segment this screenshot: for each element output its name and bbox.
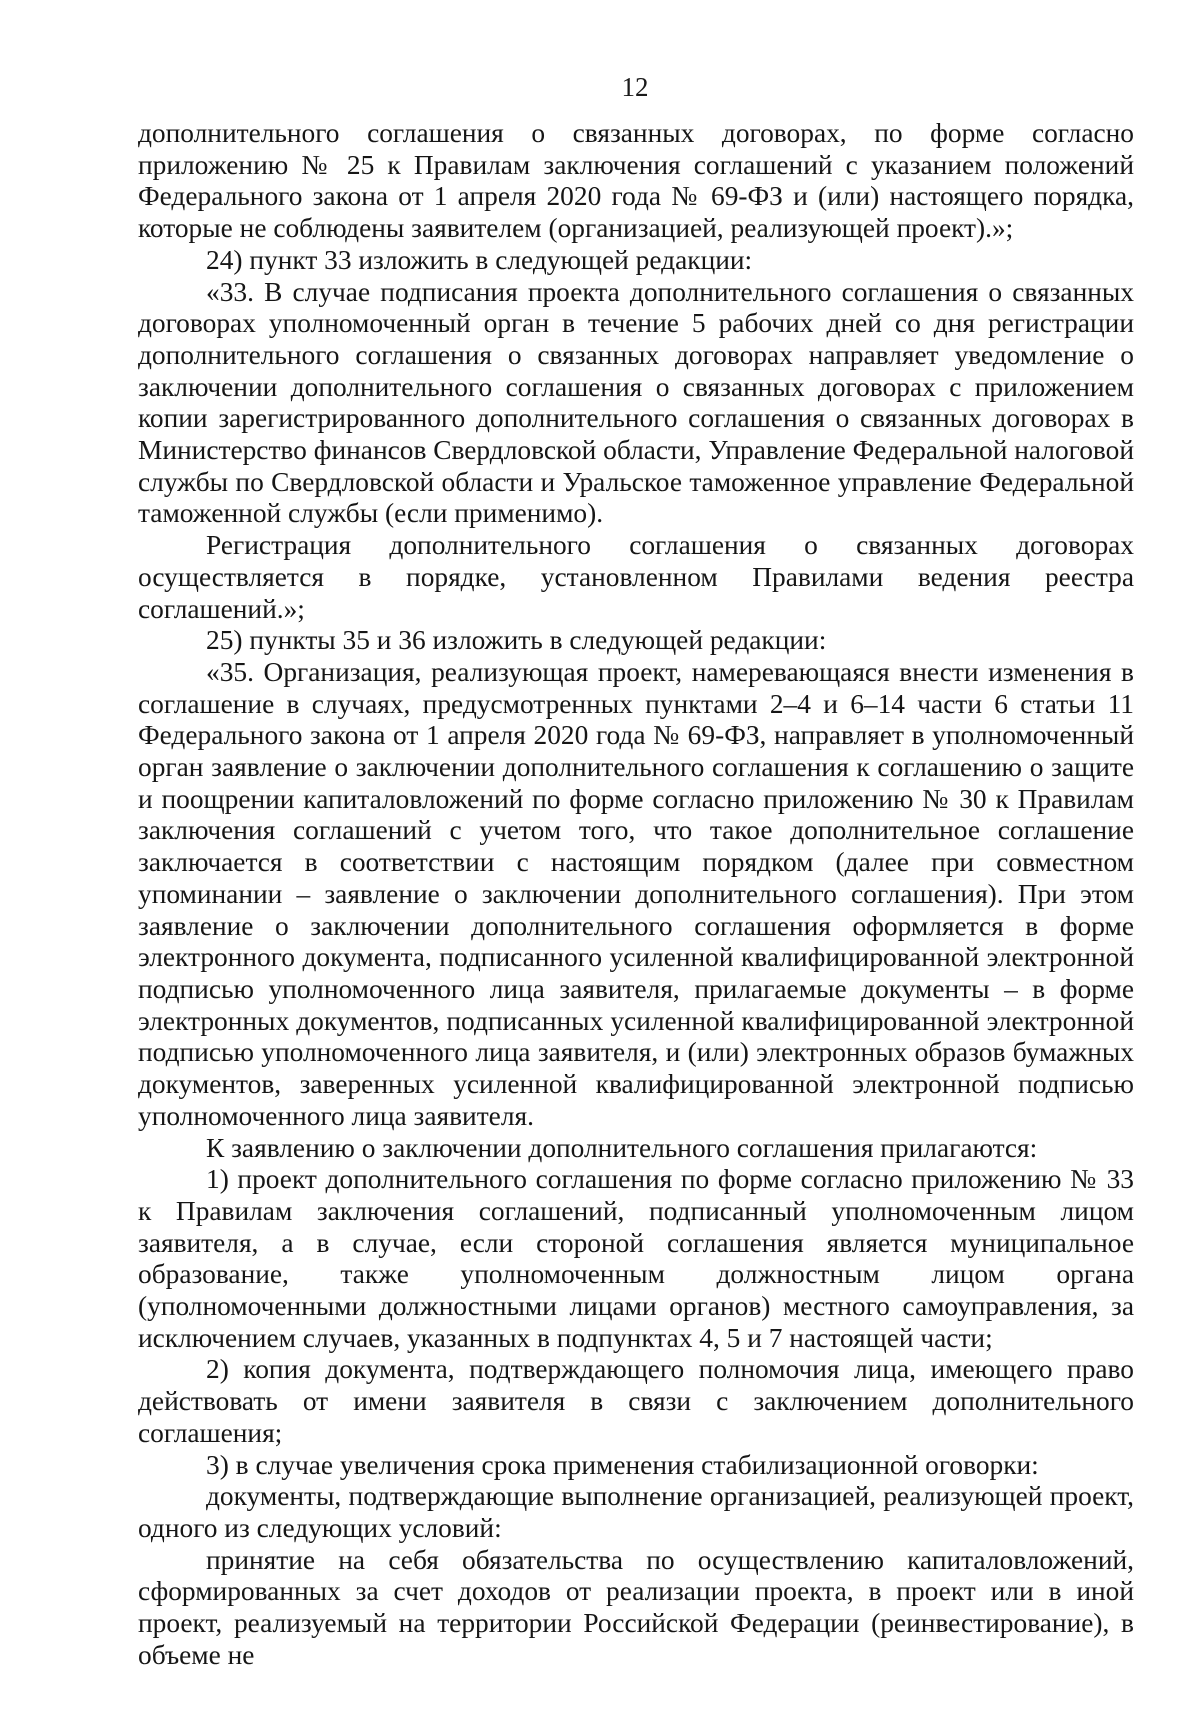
document-body — [138, 118, 1134, 1671]
page-number: 12 — [621, 72, 649, 102]
paragraph-clause-35: «35. Организация, реализующая проект, намеревающаяся внести изменения в соглашение в случаях, предусмотренных пунктами 2–4 и 6–14 части 6 статьи 11 Федерального закона от 1 апреля 2020 года № 69-ФЗ, направляет в уполномоченный орган заявление о заключении дополнительного соглашения к соглашению о защите и поощрении капиталовложений по форме согласно приложению № 30 к Правилам заключения соглашений с учетом того, что такое дополнительное соглашение заключается в соответствии с настоящим порядком (далее при совместном упоминании – заявление о заключении дополнительного соглашения). При этом заявление о заключении дополнительного соглашения оформляется в форме электронного документа, подписанного усиленной квалифицированной электронной подписью уполномоченного лица заявителя, прилагаемые документы – в форме электронных документов, подписанных усиленной квалифицированной электронной подписью уполномоченного лица заявителя, и (или) электронных образов бумажных документов, заверенных усиленной квалифицированной электронной подписью уполномоченного лица заявителя. — [138, 656, 1134, 1131]
paragraph-documents: документы, подтверждающие выполнение организацией, реализующей проект, одного из следующих условий: — [138, 1481, 1134, 1543]
paragraph-registration: Регистрация дополнительного соглашения о связанных договорах осуществляется в порядке, установленном Правилами ведения реестра соглашений.»; — [138, 530, 1134, 624]
paragraph-attachments-intro: К заявлению о заключении дополнительного соглашения прилагаются: — [206, 1132, 1038, 1163]
paragraph-attachment-1: 1) проект дополнительного соглашения по форме согласно приложению № 33 к Правилам заключения соглашений, подписанный уполномоченным лицом заявителя, а в случае, если стороной соглашения является муниципальное образование, также уполномоченным должностным лицом органа (уполномоченными должностными лицами органов) местного самоуправления, за исключением случаев, указанных в подпунктах 4, 5 и 7 настоящей части; — [138, 1164, 1134, 1353]
paragraph-attachment-2: 2) копия документа, подтверждающего полномочия лица, имеющего право действовать от имени заявителя в связи с заключением дополнительного соглашения; — [138, 1354, 1134, 1448]
paragraph-clause-33: «33. В случае подписания проекта дополнительного соглашения о связанных договорах уполномоченный орган в течение 5 рабочих дней со дня регистрации дополнительного соглашения о связанных договорах направляет уведомление о заключении дополнительного соглашения о связанных договорах с приложением копии зарегистрированного дополнительного соглашения о связанных договорах в Министерство финансов Свердловской области, Управление Федеральной налоговой службы по Свердловской области и Уральское таможенное управление Федеральной таможенной службы (если применимо). — [138, 276, 1134, 529]
paragraph-item-24: 24) пункт 33 изложить в следующей редакции: — [206, 244, 753, 275]
paragraph-continuation: дополнительного соглашения о связанных договорах, по форме согласно приложению № 25 к Правилам заключения соглашений с указанием положений Федерального закона от 1 апреля 2020 года № 69-ФЗ и (или) настоящего порядка, которые не соблюдены заявителем (организацией, реализующей проект).»; — [138, 118, 1134, 244]
paragraph-obligation: принятие на себя обязательства по осуществлению капиталовложений, сформированных за счет доходов от реализации проекта, в проект или в иной проект, реализуемый на территории Российской Федерации (реинвестирование), в объеме не — [138, 1544, 1134, 1670]
paragraph-attachment-3: 3) в случае увеличения срока применения стабилизационной оговорки: — [206, 1449, 1039, 1480]
paragraph-item-25: 25) пункты 35 и 36 изложить в следующей редакции: — [206, 625, 827, 656]
